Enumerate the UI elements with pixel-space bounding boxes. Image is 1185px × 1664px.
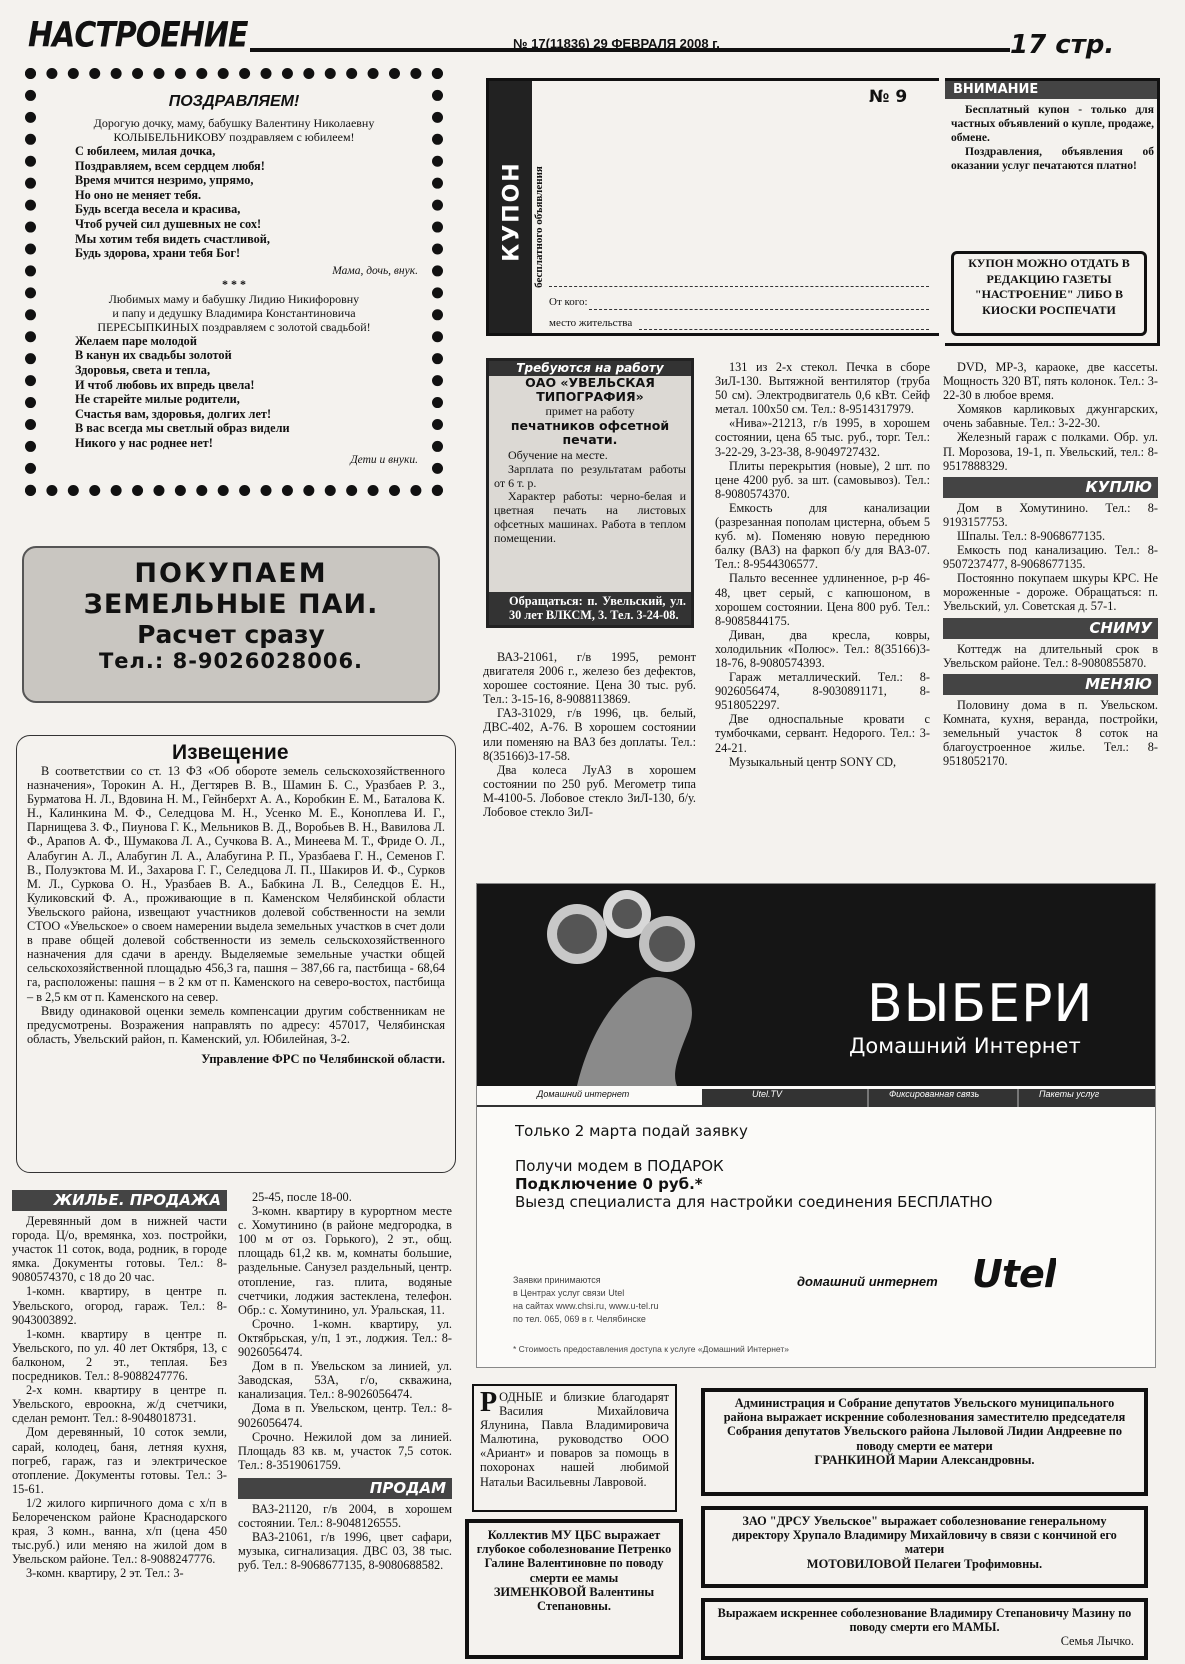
job-position: печатников офсетной печати. <box>510 418 670 447</box>
classified-item: ВАЗ-21061, г/в 1995, ремонт двигателя 2006 г., железо без дефектов, хорошее состояние. Цена 30 тыс. руб. Тел.: 3-15-16, 8-9088113869. <box>483 650 696 707</box>
greeting-intro-second: Любимых маму и бабушку Лидию Никифоровну и папу и дедушку Владимира Константиновича ПЕРЕСЫПКИНЫХ поздравляем с золотой свадьбой! <box>97 291 371 334</box>
ad-contact-line: Заявки принимаются <box>513 1275 601 1285</box>
rent-list <box>943 642 1158 670</box>
coupon-line <box>549 286 929 287</box>
job-line: примет на работу <box>545 404 635 418</box>
condolence-text: РОДНЫЕ и близкие благодарят Василия Михайловича Ялунина, Павла Владимировича Малютина, руководство ООО «Ариант» и поваров за помощь в похоронах нашей любимой Натальи Васильевны Лавровой. <box>480 1387 669 1489</box>
condolence-name: ГРАНКИНОЙ Марии Александровны. <box>814 1452 1035 1467</box>
classified-column-right <box>943 360 1158 848</box>
buy-list <box>943 501 1158 614</box>
condolence-signature: Семья Лычко. <box>1060 1634 1134 1649</box>
classified-item: Дома в п. Увельском, центр. Тел.: 8-9026056474. <box>238 1401 452 1430</box>
classified-column <box>483 650 696 850</box>
classified-item: Хомяков карликовых джунгарских, очень забавные. Тел.: 3-22-30. <box>943 402 1158 431</box>
greeting-box <box>25 68 443 496</box>
ad-contact-line: на сайтах www.chsi.ru, www.u-tel.ru <box>513 1301 659 1311</box>
greeting-title: ПОЗДРАВЛЯЕМ! <box>168 93 300 110</box>
classified-item: Два колеса ЛуАЗ в хорошем состоянии по 250 руб. Мегометр типа М-4100-5. Лобовое стекло ЗиЛ-130, б/у. Лобовое стекло ЗиЛ- <box>483 762 696 820</box>
poem-line: Здоровья, света и тепла, <box>75 362 211 377</box>
coupon-line <box>639 329 929 330</box>
section-header-housing: ЖИЛЬЕ. ПРОДАЖА <box>12 1190 227 1211</box>
classified-item: Деревянный дом в нижней части города. Ц/о, времянка, хоз. постройки, участок 11 соток, вода, родник, в городе ямка. Документы готовы. Тел.: 8-9080574370, с 18 до 20 час. <box>12 1214 227 1285</box>
ad-footnote: * Стоимость предоставления доступа к услуге «Домашний Интернет» <box>513 1344 789 1354</box>
poem-line: Чтоб ручей сил душевных не сох! <box>75 216 262 231</box>
ad-contact-line: по тел. 065, 069 в г. Челябинске <box>513 1314 646 1324</box>
poem-second <box>75 334 418 451</box>
page-number: 17 стр. <box>1010 30 1115 60</box>
ad-tab-bar <box>477 1089 1156 1107</box>
condolence-text: Коллектив МУ ЦБС выражает глубокое соболезнование Петренко Галине Валентиновне по поводу смерти ее мамы <box>476 1528 672 1585</box>
ad-offer-text <box>515 1122 992 1211</box>
poem-line: Никого у нас роднее нет! <box>75 435 213 450</box>
coupon-subtitle: бесплатного объявления <box>533 166 545 288</box>
classified-item: 3-комн. квартиру, 2 эт. Тел.: 3- <box>26 1566 184 1581</box>
classified-item: Дом деревянный, 10 соток земли, сарай, колодец, баня, летняя кухня, погреб, гараж, газ и электрическое отопление. Документы готовы. Тел.: 3-15-61. <box>12 1425 227 1496</box>
issue-date: № 17(11836) 29 ФЕВРАЛЯ 2008 г. <box>513 36 720 51</box>
classified-item: 1-комн. квартиру в центре п. Увельского, по ул. 40 лет Октября, 13, с балконом, 2 эт., теплая. Без посредников. Тел.: 8-9088247776. <box>12 1326 227 1384</box>
classified-item: Срочно. Нежилой дом за линией. Площадь 83 кв. м, участок 7,5 соток. Тел.: 8-3519061759. <box>238 1429 452 1472</box>
land-phone: Тел.: 8-9026028006. <box>98 649 364 673</box>
ad-headline: ВЫБЕРИ <box>867 974 1094 1034</box>
poem-line: Желаем паре молодой <box>75 333 197 348</box>
condolence-text: Выражаем искреннее соболезнование Владимиру Степановичу Мазину по поводу смерти его МАМЫ. <box>717 1606 1132 1635</box>
notice-box <box>16 735 456 1173</box>
poem-line: Будь здорова, храни тебя Бог! <box>75 246 241 261</box>
classified-item: 1-комн. квартиру, в центре п. Увельского, огород, гараж. Тел.: 8-9043003892. <box>12 1284 227 1327</box>
coupon-attention <box>945 78 1160 346</box>
classified-item: Шпалы. Тел.: 8-9068677135. <box>957 528 1106 543</box>
classified-item: Дом в Хомутинино. Тел.: 8-9193157753. <box>943 500 1158 529</box>
greeting-signature: Дети и внуки. <box>350 453 418 466</box>
housing-section-continued <box>238 1190 452 1660</box>
condolence-box <box>472 1384 677 1512</box>
classified-item: 25-45, после 18-00. <box>252 1190 352 1204</box>
notice-signature: Управление ФРС по Челябинской области. <box>201 1051 445 1066</box>
poem-line: Счастья вам, здоровья, долгих лет! <box>75 406 272 421</box>
poem-line: Не старейте милые родители, <box>75 392 240 407</box>
classified-item: Музыкальный центр SONY CD, <box>729 754 897 769</box>
classified-item: DVD, MP-3, караоке, две кассеты. Мощность 320 ВТ, пять колонок. Тел.: 3-22-30 в любое время. <box>943 360 1158 403</box>
classified-item: «Нива»-21213, г/в 1995, в хорошем состоянии, цена 65 тыс. руб., торг. Тел.: 3-22-29, 3-23-38, 8-9049727432. <box>715 416 930 459</box>
stars-divider: * * * <box>222 276 246 291</box>
classified-item: Гараж металлический. Тел.: 8-9026056474, 8-9030891171, 8-9518052297. <box>715 670 930 713</box>
ad-line: Подключение 0 руб.* <box>515 1175 703 1193</box>
utel-ad <box>476 883 1156 1368</box>
ad-contacts <box>513 1274 659 1326</box>
classified-item: Пальто весеннее удлиненное, р-р 46-48, цвет серый, с капюшоном, в хорошем состоянии. Цена 800 руб. Тел.: 8-9085844175. <box>715 571 930 628</box>
classified-item: Половину дома в п. Увельском. Комната, кухня, веранда, постройки, земельный участок 8 соток на благоустроенное жилье. Тел.: 8-9518052170. <box>943 697 1158 769</box>
classified-column <box>715 360 930 848</box>
housing-list <box>12 1214 227 1580</box>
ad-line: Только 2 марта подай заявку <box>515 1122 748 1140</box>
greeting-signature: Мама, дочь, внук. <box>332 264 418 277</box>
condolence-box <box>701 1598 1148 1660</box>
sell-list <box>238 1502 452 1572</box>
condolence-box <box>701 1506 1148 1588</box>
ad-tab: Домашний интернет <box>477 1089 702 1107</box>
housing-section <box>12 1190 227 1660</box>
swap-list <box>943 698 1158 768</box>
condolence-box <box>701 1388 1148 1496</box>
classified-item: Емкость под канализацию. Тел.: 8-9507237477, 8-9068677135. <box>943 543 1158 572</box>
classified-item: Железный гараж с полками. Обр. ул. П. Морозова, 19-1, п. Увельский, тел.: 8-9517888329. <box>943 430 1158 473</box>
classified-item: Две односпальные кровати с тумбочками, сервант. Недорого. Тел.: 3-24-21. <box>715 712 930 755</box>
condolence-text: ЗАО "ДРСУ Увельское" выражает соболезнование генеральному директору Хрупало Владимиру Михайловичу в связи с кончиной его матери <box>732 1514 1117 1557</box>
poem-line: Будь всегда весела и красива, <box>75 202 241 217</box>
poem-line: В канун их свадьбы золотой <box>75 348 232 363</box>
ad-subheadline: Домашний Интернет <box>849 1034 1081 1058</box>
attention-header: ВНИМАНИЕ <box>945 81 1157 99</box>
coupon-form <box>486 78 939 336</box>
land-line: ПОКУПАЕМ <box>134 558 328 589</box>
poem-line: Поздравляем, всем сердцем любя! <box>75 158 265 173</box>
ad-contact-line: в Центрах услуг связи Utel <box>513 1288 625 1298</box>
classified-item: ВАЗ-21061, г/в 1996, цвет сафари, музыка, сигнализация. ДВС 03, 38 тыс. руб. Тел.: 8-9068677135, 8-9080688582. <box>238 1530 452 1573</box>
classified-item: 131 из 2-х стекол. Печка в сборе ЗиЛ-130. Вытяжной вентилятор (труба 50 см). Электродвигатель 0,6 кВт. Сейф метал. 100х50 см. Тел.: 8-9514317979. <box>715 360 930 417</box>
poem-line: Но оно не меняет тебя. <box>75 187 202 202</box>
attention-text: Бесплатный купон - только для частных объявлений о купле, продаже, обмене. Поздравления, объявления об оказании услуг печатаются платно! <box>951 104 1154 172</box>
classified-item: ВАЗ-21120, г/в 2004, в хорошем состоянии. Тел.: 8-9048126555. <box>238 1501 452 1530</box>
ad-tab: Utel.TV <box>702 1089 867 1107</box>
job-ad <box>486 358 694 628</box>
condolence-name: МОТОВИЛОВОЙ Пелагеи Трофимовны. <box>806 1556 1043 1571</box>
job-org: ОАО «УВЕЛЬСКАЯ ТИПОГРАФИЯ» <box>525 375 655 404</box>
poem-first <box>75 144 418 261</box>
ad-line: Выезд специалиста для настройки соединения БЕСПЛАТНО <box>515 1193 993 1211</box>
condolence-name: ЗИМЕНКОВОЙ Валентины Степановны. <box>493 1584 655 1614</box>
hand-with-globes-image <box>477 884 777 1086</box>
job-heading: Требуются на работу <box>489 361 691 376</box>
coupon-dropoff-box: КУПОН МОЖНО ОТДАТЬ В РЕДАКЦИЮ ГАЗЕТЫ "НАСТРОЕНИЕ" ЛИБО В КИОСКИ РОСПЕЧАТИ <box>951 251 1147 336</box>
land-purchase-ad <box>22 546 440 703</box>
ad-tab: Пакеты услуг <box>1017 1089 1156 1107</box>
utel-logo: Utel <box>972 1252 1056 1296</box>
misc-sale-list <box>943 360 1158 473</box>
from-label: От кого: <box>549 296 588 308</box>
notice-text: В соответствии со ст. 13 ФЗ «Об обороте земель сельскохозяйственного назначения», Торокин А. Н., Дегтярев В. В., Шамин Б. С., Уразбаев Р. З., Бурматова Н. Л., Вдовина Н. М., Гейнберхт А. А., Коробкин Е. М., Баталова К. Н., Калинкина М. Ф., Селедцова М. Н., Усенко М. Е., Коноплева И. Г., Парнищева З. Ф., Пиунова Г. К., Мельников В. Д., Воробьев В. Н., Вавилова Л. Ф., Арапов А. Ф., Шумакова Л. А., Сучкова В. А., Минеева М. Т., Фриде О. Л., Алабугин А. Л., Алабугин Л. А., Алабугина Р. П., Уразбаева Г. Н., Семенов Г. В., Полуэктова М. И., Захарова Г. Г., Селедцова Л. П., Шакиров И. Ф., Сурков М. Л., Суркова О. Н., Уразбаев В. А., Бабкина Л. В., Селедцов Е. Н., Куликовский Ф. А., проживающие в п. Каменском Челябинской области Увельского района, извещают участников долевой собственности на земли СТОО «Увельское» о своем намерении выдела земельных участков в счет доли в праве общей долевой собственности из земель сельскохозяйственного назначения для сдачи в аренду. Выделяемые земельные участки общей сельскохозяйственной площадью 456,3 га, пашня – 387,66 га, пастбища - 68,64 га, расположены: пашня – в 2 км от п. Каменского на северо-востох, пастбища – в 2,5 км от п. Каменского на север. Ввиду одинаковой оценки земель компенсации другим собственникам не предусмотрены. Возражения направлять по адресу: 457017, Челябинская область, Увельский район, п. Каменский, ул. Юбилейная, 3-2. <box>27 764 445 1046</box>
classified-item: Срочно. 1-комн. квартиру, ул. Октябрьская, у/п, 1 эт., лоджия. Тел.: 8-9026056474. <box>238 1316 452 1360</box>
poem-line: И чтоб любовь их впредь цвела! <box>75 377 255 392</box>
section-header-rent: СНИМУ <box>943 618 1158 639</box>
classified-item: Емкость для канализации (разрезанная пополам цистерна, объем 5 куб. м). Поменяю новую переднюю балку (ВАЗ) на фаркоп б/у для ВАЗ-07. Тел.: 8-9544306577. <box>715 500 930 572</box>
greeting-intro: Дорогую дочку, маму, бабушку Валентину Николаевну КОЛЫБЕЛЬНИКОВУ поздравляем с юбилеем! <box>93 116 375 144</box>
poem-line: Время мчится незримо, упрямо, <box>75 173 254 188</box>
housing-list <box>238 1190 452 1472</box>
classified-item: Диван, два кресла, ковры, холодильник «Полюс». Тел.: 8(35166)3-18-76, 8-9080574393. <box>715 627 930 670</box>
job-text: Обучение на месте. Зарплата по результатам работы от 6 т. р. Характер работы: черно-белая и цветная печать на листовых офсетных машинах. Работа в теплом помещении. <box>494 448 686 545</box>
ad-photo-banner <box>477 884 1156 1086</box>
classified-item: Коттедж на длительный срок в Увельском районе. Тел.: 8-9080855870. <box>943 641 1158 670</box>
poem-line: Мы хотим тебя видеть счастливой, <box>75 231 270 246</box>
classified-item: 1/2 жилого кирпичного дома с х/п в Белореченском районе Краснодарского края, 3 комн., ванна, х/п (цена 450 тыс.руб.) или меняю на жилой дом в Увельском районе. Тел.: 8-9088247776. <box>12 1495 227 1567</box>
poem-line: С юбилеем, милая дочка, <box>75 144 216 158</box>
newspaper-title: НАСТРОЕНИЕ <box>28 15 248 56</box>
classified-item: 3-комн. квартиру в курортном месте с. Хомутинино (в районе медгородка, в 100 м от оз. Горького), 2 эт., общ. площадь 61,2 кв. м, комнаты большие, раздельные. Санузел раздельный, центр. отопление, газ. плита, водяные счетчики, лоджия застеклена, телефон. Обр.: с. Хомутинино, ул. Уральская, 11. <box>238 1204 452 1317</box>
classified-item: ГАЗ-31029, г/в 1996, цв. белый, ДВС-402, А-76. В хорошем состоянии или поменяю на ВАЗ без доплаты. Тел.: 8(35166)3-17-58. <box>483 706 696 763</box>
ad-line: Получи модем в ПОДАРОК <box>515 1157 724 1175</box>
classified-item: Постоянно покупаем шкуры КРС. Не мороженные - дороже. Обращаться: п. Увельский, ул. Советская д. 57-1. <box>943 571 1158 614</box>
condolence-text: Администрация и Собрание депутатов Увельского муниципального района выражает искренние соболезнования заместителю председателя Собрания депутатов Увельского района Лыловой Лидии Андреевне по поводу смерти ее матери <box>723 1396 1126 1453</box>
ad-tab: Фиксированная связь <box>867 1089 1017 1107</box>
place-label: место жительства <box>549 317 633 329</box>
classified-item: 2-х комн. квартиру в центре п. Увельского, евроокна, ж/д счетчики, сделан ремонт. Тел.: 8-9048018731. <box>12 1383 227 1426</box>
classified-item: Дом в п. Увельском за линией, ул. Заводская, 53А, г/о, скважина, канализация. Тел.: 8-9026056474. <box>238 1359 452 1402</box>
coupon-number: № 9 <box>869 87 908 107</box>
section-header-swap: МЕНЯЮ <box>943 674 1158 695</box>
job-contact: Обращаться: п. Увельский, ул. 30 лет ВЛКСМ, 3. Тел. 3-24-08. <box>489 592 691 625</box>
brand-label: домашний интернет <box>797 1274 938 1289</box>
classified-item: Плиты перекрытия (новые), 2 шт. по цене 4200 руб. за шт. (самовывоз). Тел.: 8-9080574370. <box>715 458 930 501</box>
condolence-box <box>465 1519 683 1659</box>
land-line: ЗЕМЕЛЬНЫЕ ПАИ. <box>83 589 379 620</box>
notice-title: Извещение <box>172 741 289 764</box>
land-line: Расчет сразу <box>137 620 325 649</box>
coupon-title: КУПОН <box>499 161 525 262</box>
coupon-line <box>589 309 929 310</box>
poem-line: В вас всегда мы светлый образ видели <box>75 421 290 436</box>
section-header-buy: КУПЛЮ <box>943 477 1158 498</box>
section-header-sell: ПРОДАМ <box>238 1478 452 1499</box>
